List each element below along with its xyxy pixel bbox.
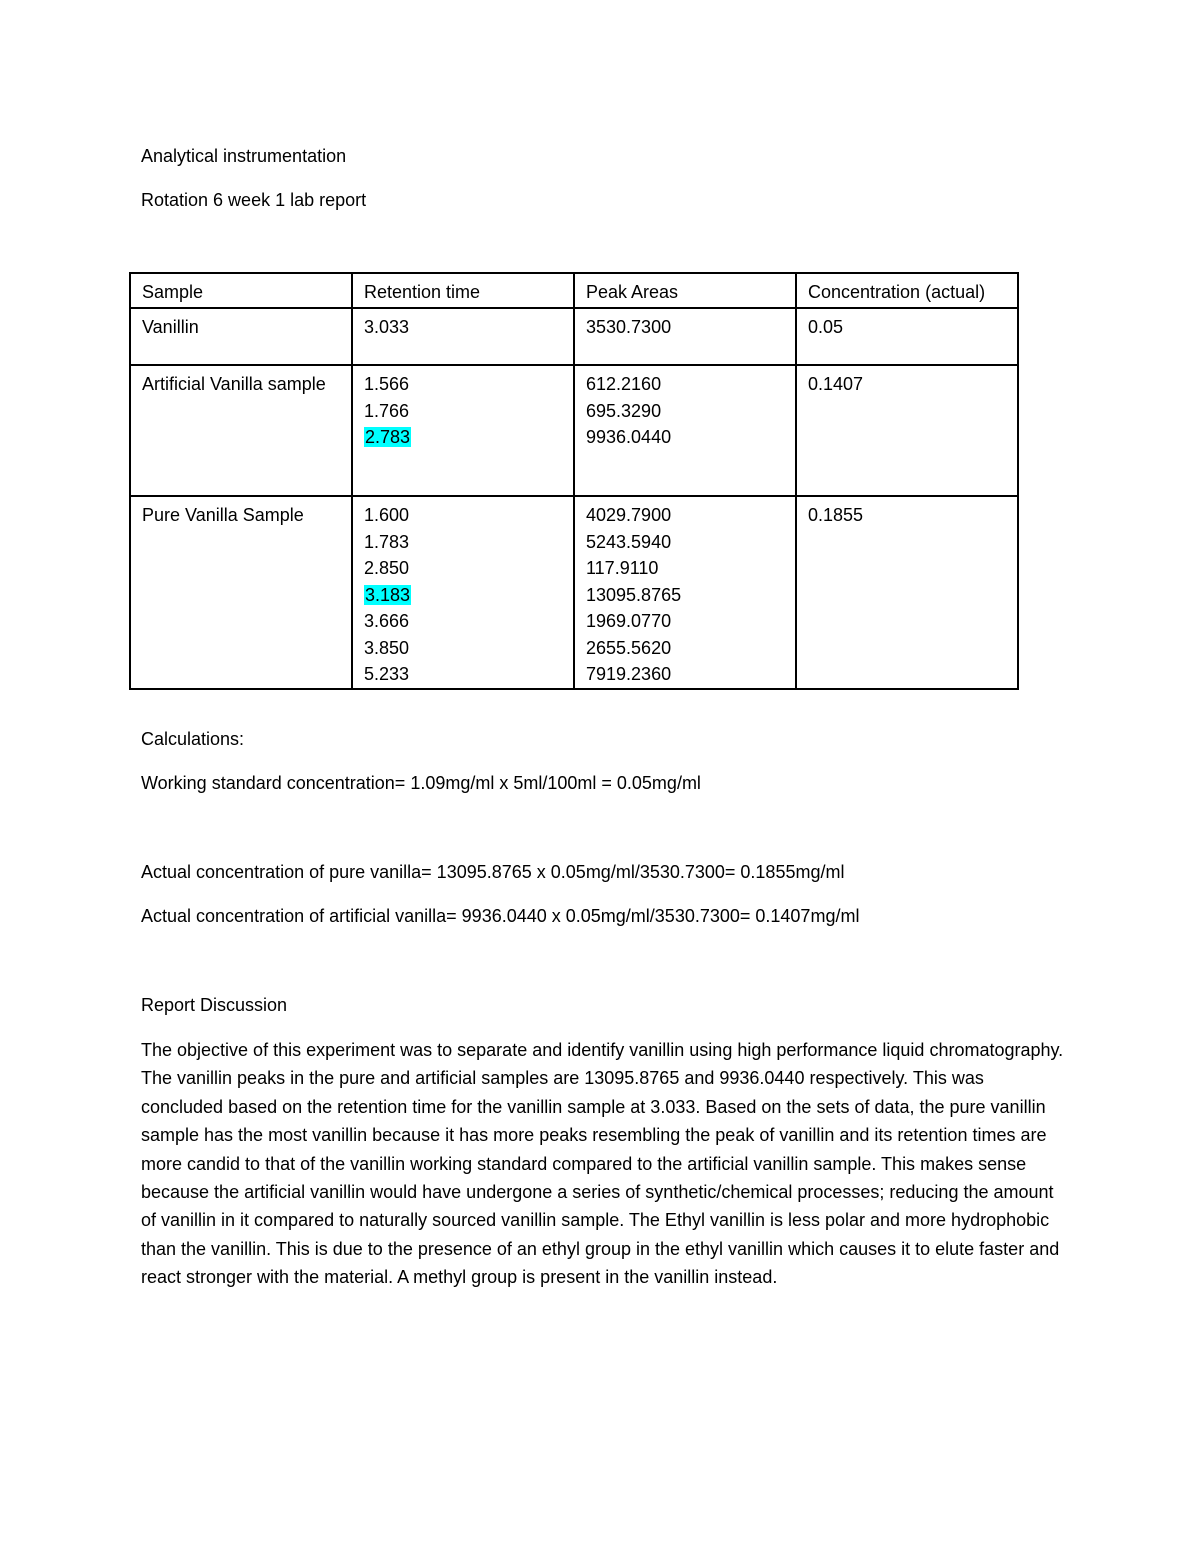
peak-area-value: 5243.5940 (586, 531, 672, 552)
peak-area-value: 695.3290 (586, 400, 662, 421)
discussion-body: The objective of this experiment was to separate and identify vanillin using high performance liquid chromatography. The vanillin peaks in the pure and artificial samples are 13095.8765 and 9936.0440 respectively. This was concluded based on the retention time for the vanillin sample at 3.033. Based on the sets of data, the pure vanillin sample has the most vanillin because it has more peaks resembling the peak of vanillin and its retention times are more candid to that of the vanillin working standard compared to the artificial vanillin sample. This makes sense because the artificial vanillin would have undergone a series of synthetic/chemical processes; reducing the amount of vanillin in it compared to naturally sourced vanillin sample. The Ethyl vanillin is less polar and more hydrophobic than the vanillin. This is due to the presence of an ethyl group in the ethyl vanillin which causes it to elute faster and react stronger with the material. A methyl group is present in the vanillin instead. (141, 1040, 1064, 1288)
header-sample: Sample (130, 273, 352, 308)
cell-peak-areas (574, 496, 796, 689)
peak-area-value: 117.9110 (586, 558, 659, 578)
calculation-pure-vanilla: Actual concentration of pure vanilla= 13095.8765 x 0.05mg/ml/3530.7300= 0.1855mg/ml (141, 862, 845, 882)
cell-concentration: 0.1855 (796, 496, 1018, 689)
cell-sample: Pure Vanilla Sample (130, 496, 352, 689)
results-table (129, 272, 1019, 690)
peak-area-value: 1969.0770 (586, 611, 672, 631)
highlighted-retention-time: 2.783 (365, 427, 411, 447)
peak-area-value: 2655.5620 (586, 637, 672, 658)
discussion-heading: Report Discussion (141, 995, 288, 1015)
table-row (130, 496, 1018, 689)
retention-time-value: 1.566 (364, 374, 410, 394)
cell-peak-areas (574, 365, 796, 496)
peak-area-value: 4029.7900 (586, 505, 672, 525)
cell-sample: Vanillin (130, 308, 352, 365)
cell-retention-times (352, 308, 574, 365)
peak-area-value: 7919.2360 (586, 664, 672, 684)
header-peak-areas: Peak Areas (574, 273, 796, 308)
retention-time-value: 1.600 (364, 505, 410, 525)
document-title: Analytical instrumentation (141, 146, 347, 166)
table-row (130, 365, 1018, 496)
highlighted-retention-time: 3.183 (365, 584, 411, 605)
peak-area-value: 13095.8765 (586, 584, 682, 605)
peak-area-value: 9936.0440 (586, 427, 672, 447)
cell-peak-areas (574, 308, 796, 365)
cell-retention-times (352, 496, 574, 689)
cell-retention-times (352, 365, 574, 496)
document-subtitle: Rotation 6 week 1 lab report (141, 190, 367, 210)
table-row (130, 308, 1018, 365)
calculation-artificial-vanilla: Actual concentration of artificial vanilla= 9936.0440 x 0.05mg/ml/3530.7300= 0.1407mg/ml (141, 906, 860, 926)
retention-time-value (364, 424, 562, 451)
retention-time-value: 3.666 (364, 611, 410, 631)
retention-time-value: 5.233 (364, 664, 410, 684)
retention-time-value (364, 582, 562, 609)
cell-concentration: 0.1407 (796, 365, 1018, 496)
peak-area-value: 3530.7300 (586, 317, 672, 337)
retention-time-value: 3.850 (364, 637, 410, 658)
header-retention-time: Retention time (352, 273, 574, 308)
retention-time-value: 1.766 (364, 400, 410, 421)
cell-concentration: 0.05 (796, 308, 1018, 365)
table-header-row (130, 273, 1018, 308)
retention-time-value: 1.783 (364, 531, 410, 552)
retention-time-value: 3.033 (364, 317, 410, 337)
peak-area-value: 612.2160 (586, 374, 662, 394)
calculation-working-standard: Working standard concentration= 1.09mg/ml x 5ml/100ml = 0.05mg/ml (141, 773, 701, 793)
calculations-heading: Calculations: (141, 729, 245, 749)
retention-time-value: 2.850 (364, 558, 410, 578)
cell-sample: Artificial Vanilla sample (130, 365, 352, 496)
header-concentration: Concentration (actual) (796, 273, 1018, 308)
